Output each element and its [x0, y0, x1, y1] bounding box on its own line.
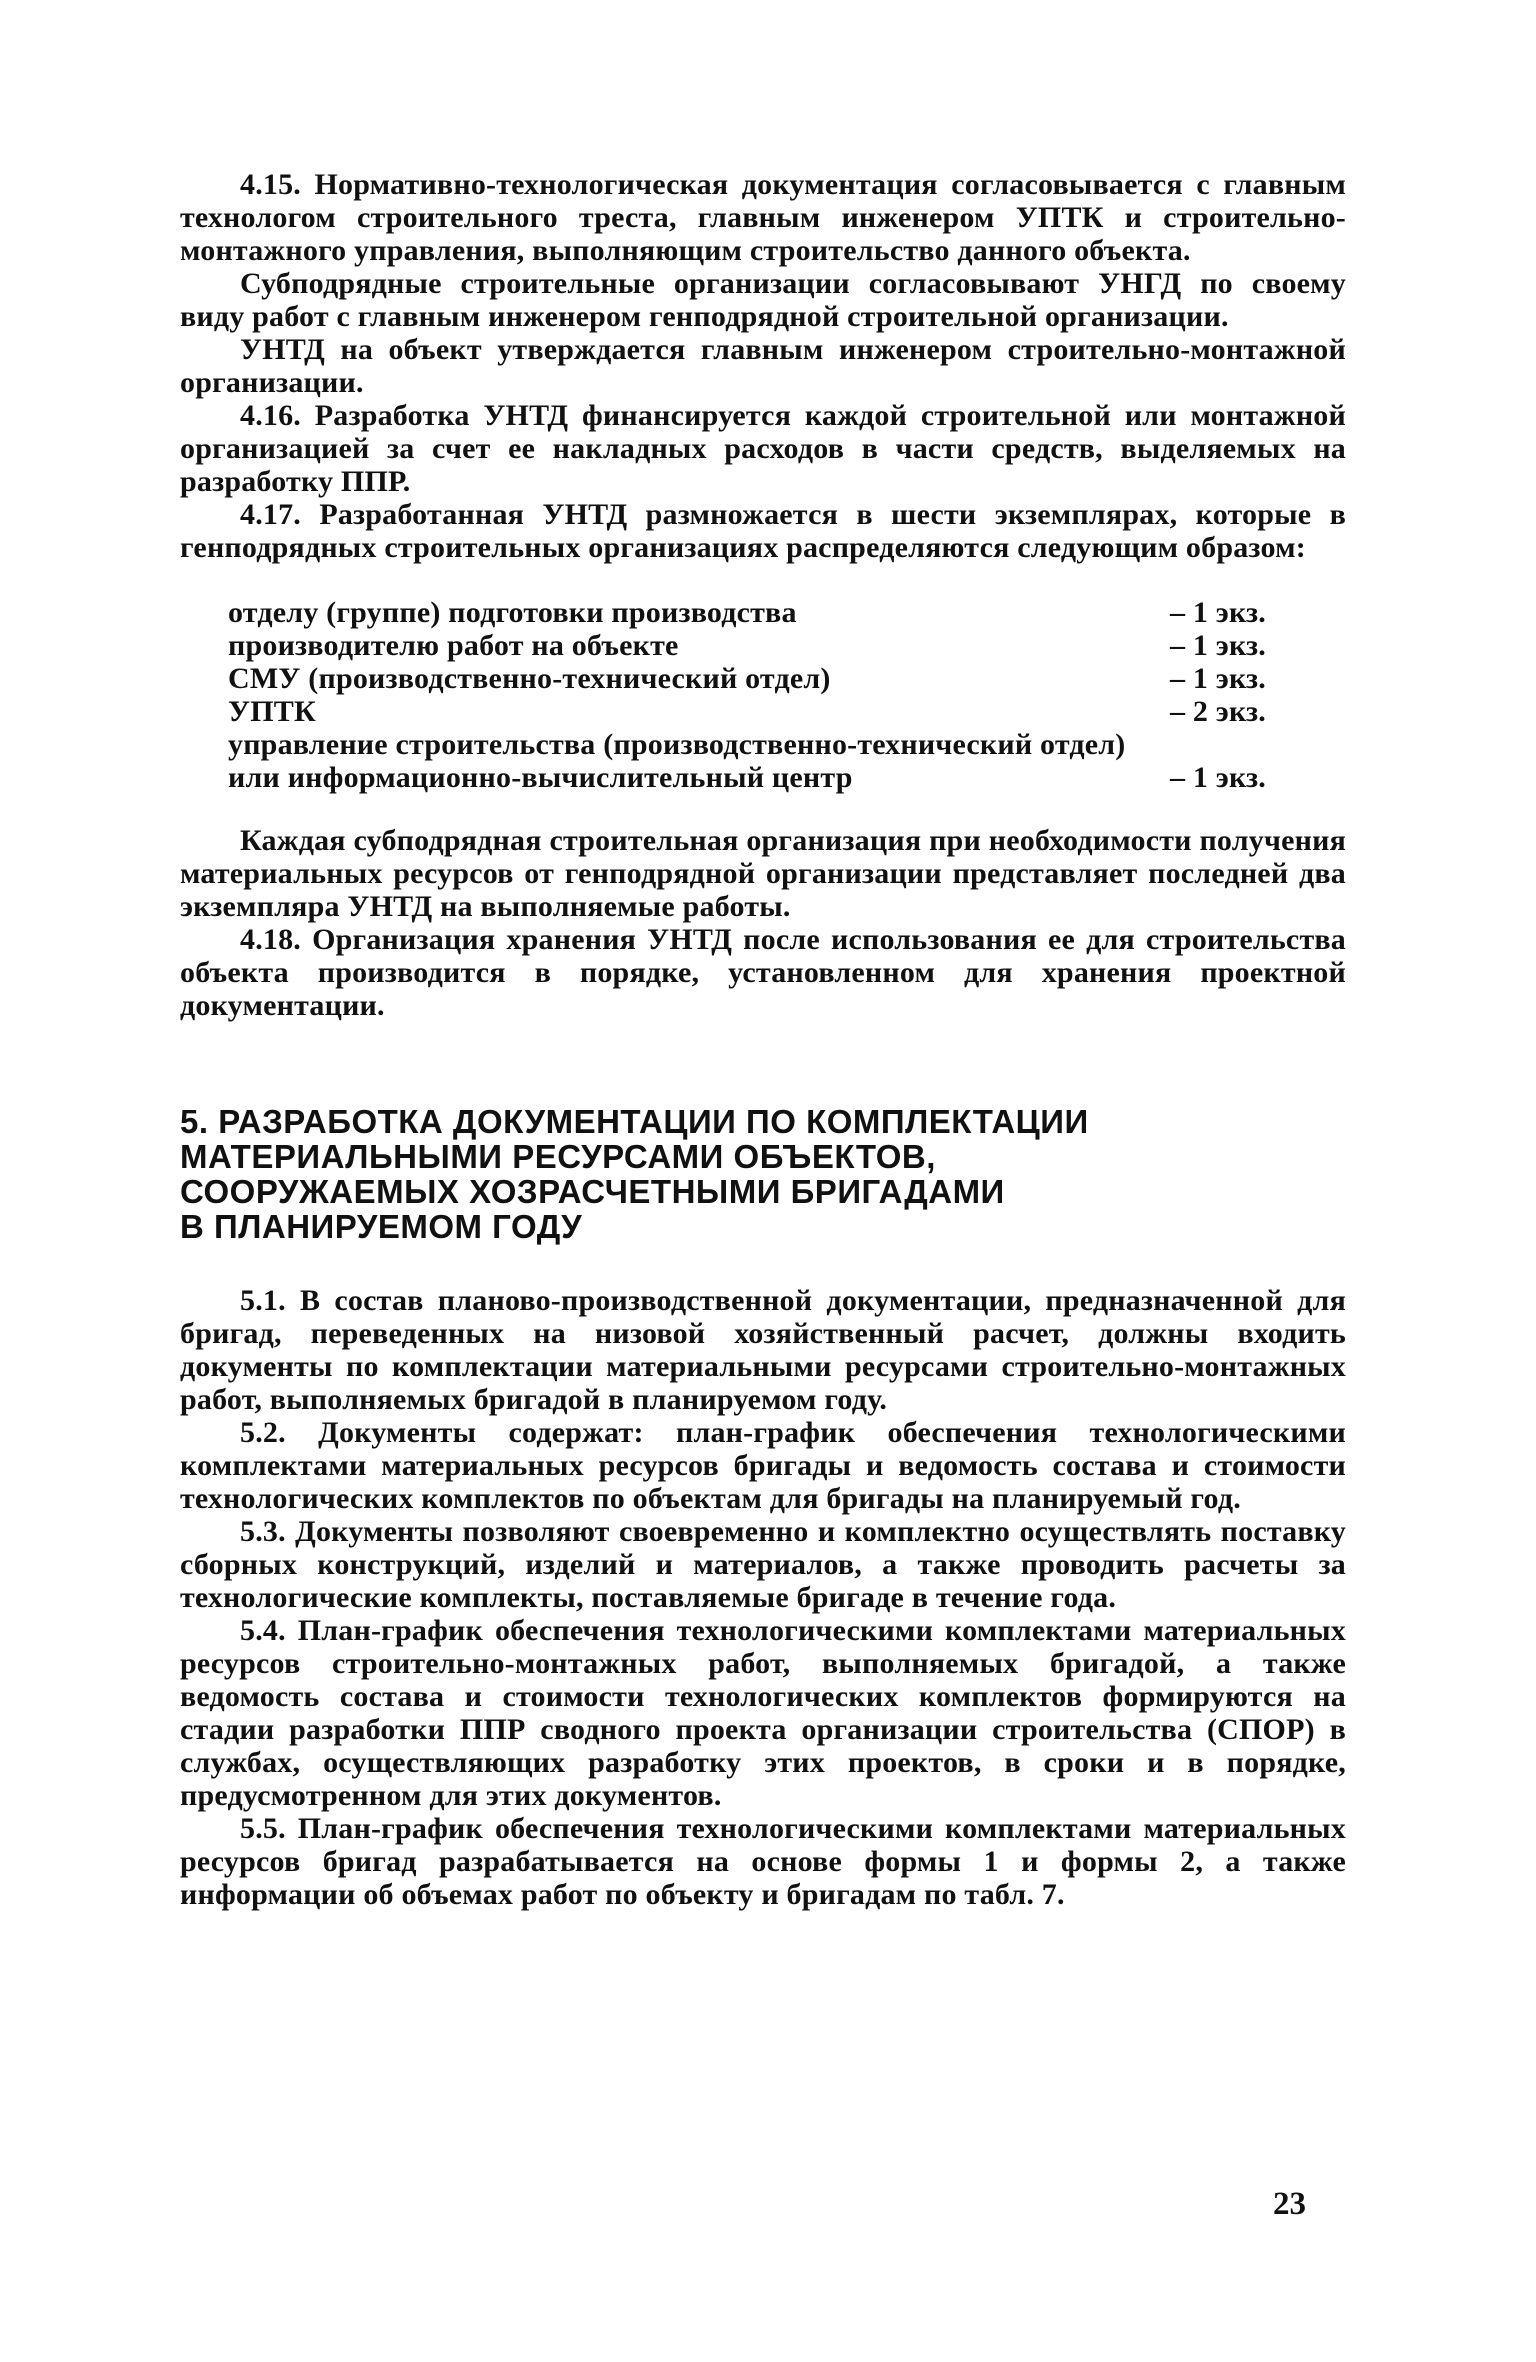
section-title	[180, 1104, 1346, 1244]
list-item	[228, 728, 1310, 794]
paragraph-5-2: 5.2. Документы содержат: план-график обеспечения технологическими комплектами материальных ресурсов бригады и ведомость состава и стоимости технологических комплектов по объектам для бригады на планируемый год.	[180, 1416, 1346, 1515]
paragraph-4-18: 4.18. Организация хранения УНТД после использования ее для строительства объекта производится в порядке, установленном для хранения проектной документации.	[180, 923, 1346, 1022]
paragraph-4-15: 4.15. Нормативно-технологическая документация согласовывается с главным технологом строительного треста, главным инженером УПТК и строительно-монтажного управления, выполняющим строительство данного объекта.	[180, 168, 1346, 267]
quantity: – 1 экз.	[1170, 629, 1267, 662]
paragraph-5-1: 5.1. В состав планово-производственной документации, предназначенной для бригад, переведенных на низовой хозяйственный расчет, должны входить документы по комплектации материальными ресурсами строительно-монтажных работ, выполняемых бригадой в планируемом году.	[180, 1284, 1346, 1416]
paragraph-5-3: 5.3. Документы позволяют своевременно и комплектно осуществлять поставку сборных конструкций, изделий и материалов, а также проводить расчеты за технологические комплекты, поставляемые бригаде в течение года.	[180, 1515, 1346, 1614]
section-title-line: СООРУЖАЕМЫХ ХОЗРАСЧЕТНЫМИ БРИГАДАМИ	[180, 1173, 1005, 1210]
recipient: СМУ (производственно-технический отдел)	[228, 662, 831, 695]
paragraph-approval: УНТД на объект утверждается главным инженером строительно-монтажной организации.	[180, 333, 1346, 399]
list-item	[228, 662, 1310, 695]
list-item	[228, 596, 1310, 629]
quantity: – 2 экз.	[1170, 695, 1267, 728]
recipient: управление строительства (производственно-технический отдел) или информационно-вычислительный центр	[228, 728, 1126, 794]
distribution-list	[228, 596, 1310, 794]
list-item	[228, 695, 1310, 728]
recipient: отделу (группе) подготовки производства	[228, 596, 797, 629]
quantity: – 1 экз.	[1170, 662, 1267, 695]
paragraph-subcontractor-copies: Каждая субподрядная строительная организация при необходимости получения материальных ресурсов от генподрядной организации представляет последней два экземпляра УНТД на выполняемые работы.	[180, 824, 1346, 923]
paragraph-5-5: 5.5. План-график обеспечения технологическими комплектами материальных ресурсов бригад разрабатывается на основе формы 1 и формы 2, а также информации об объемах работ по объекту и бригадам по табл. 7.	[180, 1812, 1346, 1911]
recipient: производителю работ на объекте	[228, 629, 679, 662]
page-number: 23	[1273, 2186, 1306, 2222]
paragraph-5-4: 5.4. План-график обеспечения технологическими комплектами материальных ресурсов строительно-монтажных работ, выполняемых бригадой, а также ведомость состава и стоимости технологических комплектов формируются на стадии разработки ППР сводного проекта организации строительства (СПОР) в службах, осуществляющих разработку этих проектов, в сроки и в порядке, предусмотренном для этих документов.	[180, 1614, 1346, 1812]
paragraph-4-16: 4.16. Разработка УНТД финансируется каждой строительной или монтажной организацией за счет ее накладных расходов в части средств, выделяемых на разработку ППР.	[180, 399, 1346, 498]
quantity: – 1 экз.	[1170, 596, 1267, 629]
list-item	[228, 629, 1310, 662]
paragraph-4-17: 4.17. Разработанная УНТД размножается в шести экземплярах, которые в генподрядных строительных организациях распределяются следующим образом:	[180, 498, 1346, 564]
quantity: – 1 экз.	[1170, 761, 1267, 794]
recipient: УПТК	[228, 695, 316, 728]
section-title-line: В ПЛАНИРУЕМОМ ГОДУ	[180, 1208, 583, 1245]
section-title-line: 5. РАЗРАБОТКА ДОКУМЕНТАЦИИ ПО КОМПЛЕКТАЦИИ	[180, 1103, 1089, 1140]
section-title-line: МАТЕРИАЛЬНЫМИ РЕСУРСАМИ ОБЪЕКТОВ,	[180, 1138, 936, 1175]
document-page	[180, 168, 1346, 1911]
paragraph-subcontractors: Субподрядные строительные организации согласовывают УНГД по своему виду работ с главным инженером генподрядной строительной организации.	[180, 267, 1346, 333]
